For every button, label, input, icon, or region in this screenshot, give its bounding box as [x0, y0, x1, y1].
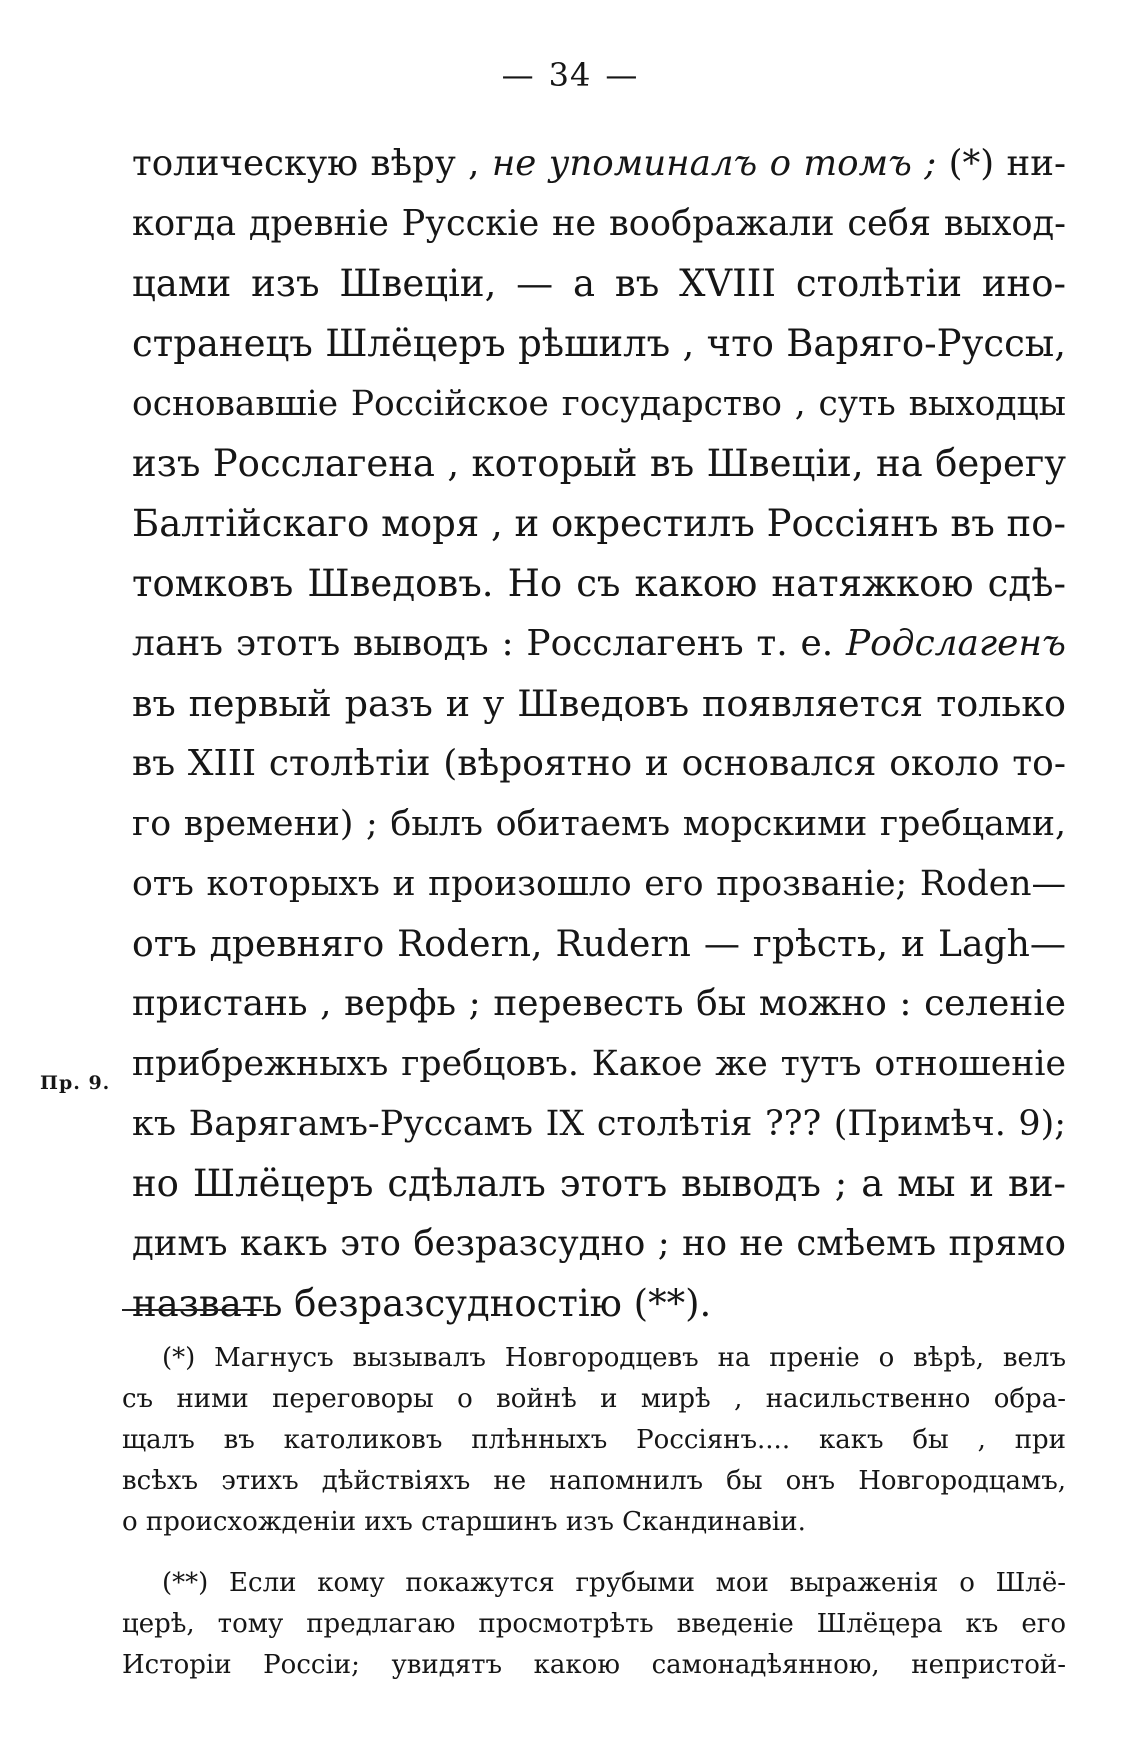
- footnote-line: о происхожденіи ихъ старшинъ изъ Скандинавіи.: [122, 1507, 806, 1537]
- text-line: Балтійскаго моря , и окрестилъ Россіянъ въ по-: [132, 502, 1066, 545]
- text-line: отъ древняго Rodern, Rudern — грѣсть, и Lagh—: [132, 922, 1066, 965]
- text-line: къ Варягамъ-Руссамъ IX столѣтія ??? (Примѣч. 9);: [132, 1104, 1066, 1144]
- page-number: [0, 56, 1140, 94]
- text-line: странецъ Шлёцеръ рѣшилъ , что Варяго-Руссы,: [132, 322, 1066, 365]
- footnote-line: (*) Магнусъ вызывалъ Новгородцевъ на преніе о вѣрѣ, велъ: [162, 1343, 1066, 1373]
- text-line: [132, 134, 1066, 194]
- text-line: въ XIII столѣтіи (вѣроятно и основался около то-: [132, 743, 1066, 784]
- margin-note: Пр. 9.: [40, 1072, 111, 1094]
- text-span: ланъ этотъ выводъ : Росслагенъ т. е.: [132, 623, 846, 664]
- text-line: пристань , верфь ; перевесть бы можно : селеніе: [132, 983, 1066, 1024]
- footnotes: [122, 1338, 1066, 1686]
- footnote-line: щалъ въ католиковъ плѣнныхъ Россіянъ.... какъ бы , при: [122, 1425, 1066, 1455]
- text-line: [132, 614, 1066, 674]
- footnote-separator: [122, 1309, 264, 1311]
- text-line: когда древніе Русскіе не воображали себя выход-: [132, 203, 1066, 244]
- footnote-line: съ ними переговоры о войнѣ и мирѣ , насильственно обра-: [122, 1384, 1066, 1414]
- footnote-line: всѣхъ этихъ дѣйствіяхъ не напомнилъ бы онъ Новгородцамъ,: [122, 1466, 1066, 1496]
- text-line: въ первый разъ и у Шведовъ появляется только: [132, 682, 1066, 725]
- text-line: изъ Росслагена , который въ Швеціи, на берегу: [132, 442, 1066, 485]
- dash-right: —: [605, 56, 639, 94]
- text-line: назвать безразсудностію (**).: [132, 1282, 712, 1325]
- text-line: томковъ Шведовъ. Но съ какою натяжкою сдѣ-: [132, 562, 1066, 605]
- footnote-gap: [122, 1543, 1066, 1563]
- footnote-line: (**) Если кому покажутся грубыми мои выраженія о Шлё-: [162, 1568, 1066, 1598]
- text-line: прибрежныхъ гребцовъ. Какое же тутъ отношеніе: [132, 1044, 1066, 1084]
- text-line: димъ какъ это безразсудно ; но не смѣемъ прямо: [132, 1223, 1066, 1264]
- text-line: основавшіе Россійское государство , суть выходцы: [132, 384, 1066, 424]
- text-line: отъ которыхъ и произошло его прозваніе; Roden—: [132, 864, 1066, 904]
- text-span: (*) ни-: [936, 143, 1067, 184]
- text-line: но Шлёцеръ сдѣлалъ этотъ выводъ ; а мы и ви-: [132, 1162, 1066, 1205]
- text-span: толическую вѣру ,: [132, 143, 492, 184]
- text-line: цами изъ Швеціи, — а въ XVIII столѣтіи ино-: [132, 262, 1066, 305]
- footnote-line: церѣ, тому предлагаю просмотрѣть введеніе Шлёцера къ его: [122, 1609, 1066, 1639]
- text-line: го времени) ; былъ обитаемъ морскими гребцами,: [132, 804, 1066, 844]
- italic-phrase: не упоминалъ о томъ ;: [491, 143, 937, 184]
- main-text: [132, 134, 1066, 1334]
- page-number-value: 34: [548, 56, 592, 94]
- footnote-line: Исторіи Россіи; увидятъ какою самонадѣянною, непристой-: [122, 1650, 1066, 1680]
- italic-phrase: Родслагенъ: [846, 623, 1066, 664]
- dash-left: —: [501, 56, 535, 94]
